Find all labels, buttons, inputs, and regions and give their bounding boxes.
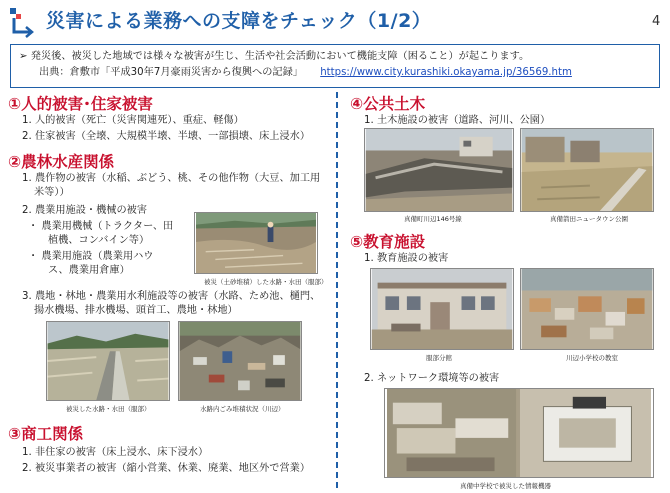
photo-flooded-field <box>194 212 318 274</box>
section-heading-commerce: ③商工関係 <box>8 425 84 443</box>
agri-sub-1-line1: ・ 農業用機械（トラクター、田 <box>28 221 174 232</box>
column-divider <box>336 92 338 488</box>
section-heading-agriculture: ②農林水産関係 <box>8 153 115 171</box>
caption-school-building: 服部分館 <box>426 354 452 362</box>
agri-item-3-line1: 3. 農地・林地・農業用水利施設等の被害（水路、ため池、樋門、 <box>22 291 321 302</box>
caption-classroom: 川辺小学校の教室 <box>566 354 618 362</box>
caption-debris-pile: 水路内ごみ堆積状況（川辺） <box>200 405 285 413</box>
commerce-item-1: 1. 非住家の被害（床上浸水、床下浸水） <box>22 447 209 458</box>
page-number: 4 <box>652 14 661 29</box>
caption-damaged-canal: 被災した水路・水田（服部） <box>66 405 151 413</box>
caption-collapsed-road: 真備町川辺146号線 <box>404 215 462 223</box>
agri-sub-2-line2: ス、農業用倉庫） <box>48 265 130 276</box>
edu-item-1: 1. 教育施設の被害 <box>364 253 449 264</box>
commerce-item-2: 2. 被災事業者の被害（縮小営業、休業、廃業、地区外で営業） <box>22 463 311 474</box>
caption-flooded-field: 被災（土砂堆積）した水路・水田（服部） <box>204 278 328 286</box>
caption-damaged-equipment: 真備中学校で被災した情報機器 <box>460 482 551 490</box>
caption-damaged-park: 真備箭田ニュータウン公園 <box>550 215 628 223</box>
human-item-1: 1. 人的被害（死亡（災害関連死）、重症、軽傷） <box>22 115 244 126</box>
photo-debris-pile <box>178 321 302 401</box>
section-heading-human: ①人的被害･住家被害 <box>8 95 153 113</box>
photo-damaged-canal <box>46 321 170 401</box>
arrow-corner-icon <box>6 4 36 38</box>
bullet-arrow-icon: ➢ <box>19 51 28 62</box>
section-heading-civil: ④公共土木 <box>350 95 426 113</box>
source-link[interactable]: https://www.city.kurashiki.okayama.jp/36569.htm <box>320 67 572 78</box>
civil-item-1: 1. 土木施設の被害（道路、河川、公園） <box>364 115 551 126</box>
right-column <box>344 92 662 492</box>
photo-school-building <box>370 268 514 350</box>
intro-text: 発災後、被災した地域では様々な被害が生じ、生活や社会活動において機能支障（困ること）が起こります。 <box>30 51 530 62</box>
photo-collapsed-road <box>364 128 514 212</box>
agri-sub-2-line1: ・ 農業用施設（農業用ハウ <box>28 251 154 262</box>
source-text: 出典：倉敷市「平成30年7月豪雨災害から復興への記録」 <box>39 67 303 78</box>
photo-classroom <box>520 268 654 350</box>
page-title: 災害による業務への支障をチェック（1/2） <box>46 10 432 32</box>
agri-item-3-line2: 揚水機場、排水機場、頭首工、農地・林地） <box>34 305 238 316</box>
photo-damaged-equipment <box>384 388 654 478</box>
left-column <box>8 92 330 492</box>
intro-box <box>10 44 660 88</box>
photo-damaged-park <box>520 128 654 212</box>
human-item-2: 2. 住家被害（全壊、大規模半壊、半壊、一部損壊、床上浸水） <box>22 131 311 142</box>
agri-item-1-line2: 米等）） <box>34 187 70 198</box>
agri-item-2: 2. 農業用施設・機械の被害 <box>22 205 148 216</box>
section-heading-education: ⑤教育施設 <box>350 233 426 251</box>
edu-item-2: 2. ネットワーク環境等の被害 <box>364 373 500 384</box>
agri-sub-1-line2: 植機、コンバイン等） <box>48 235 150 246</box>
agri-item-1-line1: 1. 農作物の被害（水稲、ぶどう、桃、その他作物（大豆、加工用 <box>22 173 321 184</box>
